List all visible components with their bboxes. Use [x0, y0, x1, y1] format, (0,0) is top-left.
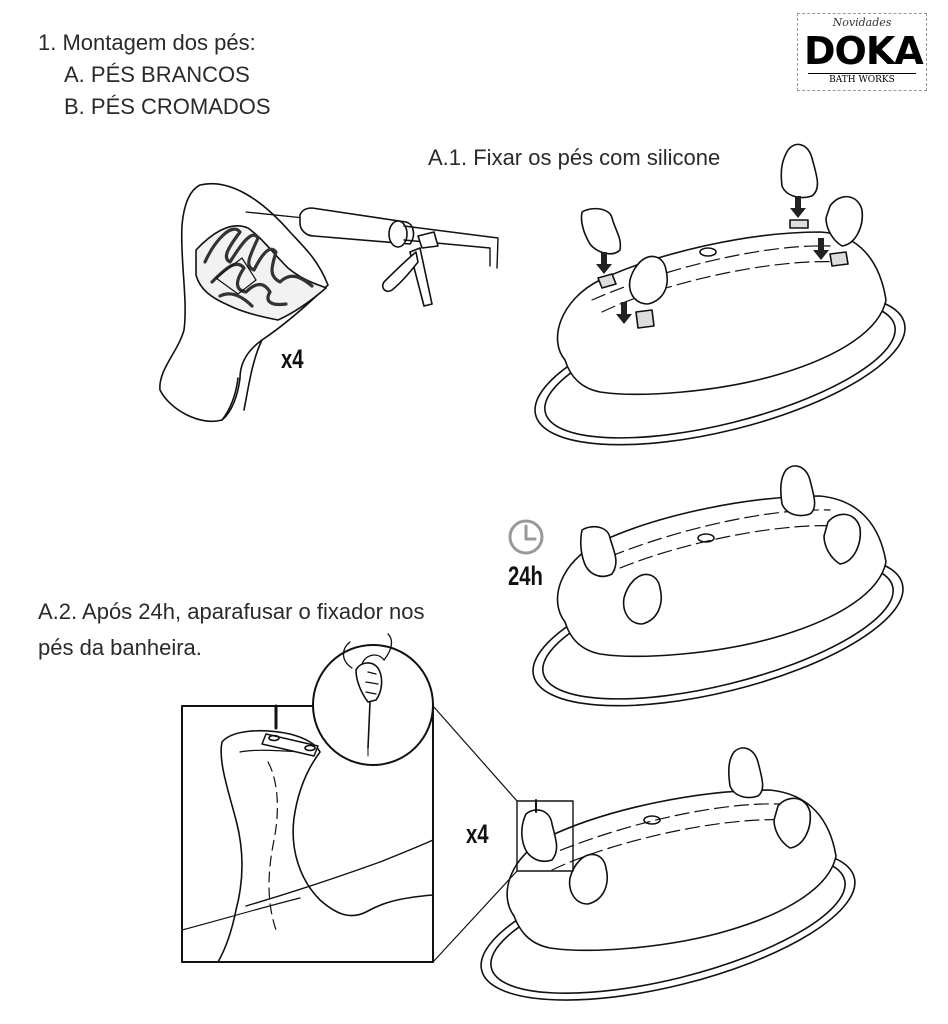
logo-tagline: Novidades	[832, 16, 892, 29]
wait-duration: 24h	[508, 561, 543, 591]
step-a1-multiplier: x4	[281, 344, 304, 374]
page-title: 1. Montagem dos pés:	[38, 30, 256, 55]
clock-icon	[510, 521, 542, 553]
option-b-label: B. PÉS CROMADOS	[64, 94, 271, 119]
tub-illustration-a2	[467, 748, 870, 1024]
step-a2-multiplier: x4	[466, 819, 489, 849]
tub-illustration-a1	[521, 144, 920, 475]
logo-subtitle: BATH WORKS	[808, 73, 916, 85]
tub-illustration-wait	[519, 466, 918, 736]
step-a2-label-line2: pés da banheira.	[38, 635, 202, 660]
screwdriver-detail	[313, 634, 433, 765]
step-a1-label: A.1. Fixar os pés com silicone	[428, 145, 721, 170]
option-a-label: A. PÉS BRANCOS	[64, 62, 250, 87]
logo-brand: DOKA	[804, 29, 923, 73]
step-a2-label-line1: A.2. Após 24h, aparafusar o fixador nos	[38, 599, 425, 624]
